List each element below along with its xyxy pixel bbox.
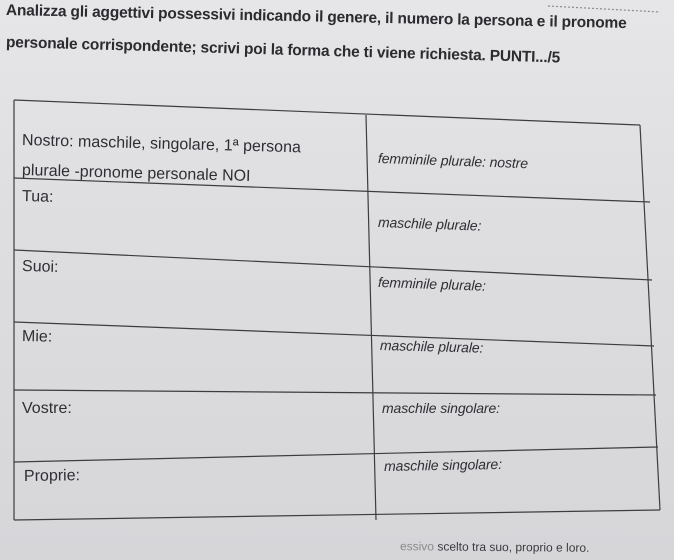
row-suoi-answer: femminile plurale: [377,274,487,294]
row-tua-label: Tua: [21,188,54,206]
row-tua-left [22,188,54,207]
row-mie-right [380,337,484,356]
row-tua-answer: maschile plurale: [377,214,482,234]
row-proprie-answer: maschile singolare: [383,455,503,474]
footer-text: scelto tra suo, proprio e loro. [437,539,590,555]
row-vostre-label: Vostre: [22,400,72,417]
row-proprie-left [24,467,80,486]
row-suoi-label: Suoi: [21,258,59,276]
row-mie-left [22,328,53,347]
row-mie-label: Mie: [21,328,53,346]
row-proprie-right [384,456,502,474]
instruction-text-1: Analizza gli aggettivi possessivi indicando il genere, il numero la persona e il pronome [5,2,627,32]
footer-note [400,539,590,555]
row-nostro-label-2: plurale -pronome personale NOI [21,162,251,185]
row-vostre-answer: maschile singolare: [382,400,500,416]
instruction-text-2: personale corrispondente; scrivi poi la forma che ti viene richiesta. PUNTI.../5 [5,34,561,67]
row-nostro-label: Nostro: maschile, singolare, 1ª persona [21,132,302,157]
row-proprie-label: Proprie: [23,467,81,485]
row-vostre-right [382,400,500,416]
row-nostro-answer: femminile plurale: nostre [377,150,529,172]
row-vostre-left [22,400,72,418]
footer-faded-text: essivo [399,539,438,554]
row-mie-answer: maschile plurale: [379,337,484,356]
row-suoi-left [22,258,59,277]
